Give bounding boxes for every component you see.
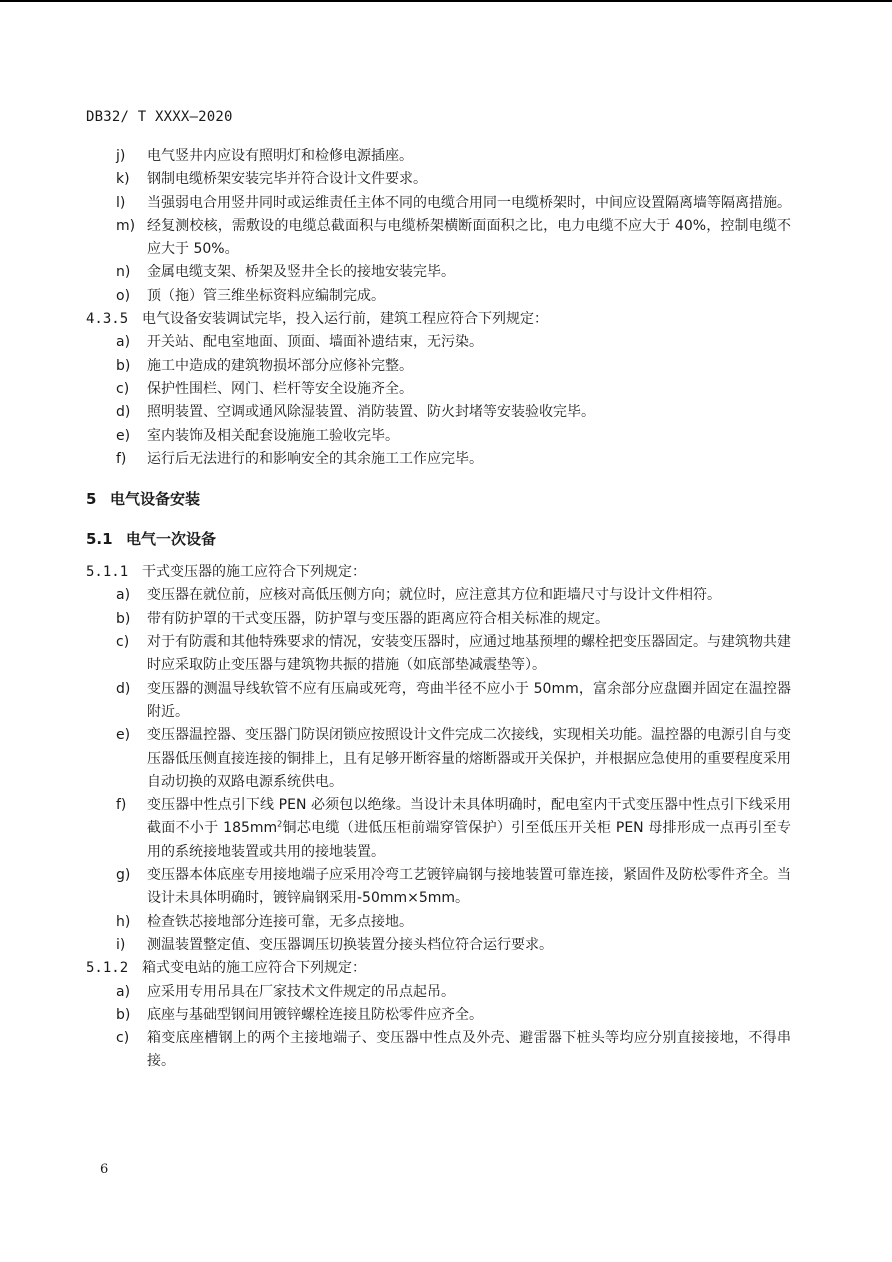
list-item: d) 变压器的测温导线软管不应有压扁或死弯，弯曲半径不应小于 50mm，富余部分应盘圈并固定在温控器附近。 [116,680,791,720]
list-item: n) 金属电缆支架、桥架及竖井全长的接地安装完毕。 [116,264,455,281]
top-rule [0,0,892,2]
section-heading-5: 5 电气设备安装 [86,490,201,509]
clause-4-3-5: 4.3.5 电气设备安装调试完毕，投入运行前，建筑工程应符合下列规定： [86,311,548,328]
list-item: e) 室内装饰及相关配套设施施工验收完毕。 [116,427,399,444]
list-item: i) 测温装置整定值、变压器调压切换装置分接头档位符合运行要求。 [116,936,553,953]
list-item: c) 箱变底座槽钢上的两个主接地端子、变压器中性点及外壳、避雷器下桩头等均应分别直接接地，不得串接。 [116,1030,791,1070]
list-item: e) 变压器温控器、变压器门防误闭锁应按照设计文件完成二次接线，实现相关功能。温控器的电源引自与变压器低压侧直接连接的铜排上，且有足够开断容量的熔断器或开关保护，并根据应急使用的重要程度采用自动切换的双路电源系统供电。 [116,727,791,790]
list-item: m) 经复测校核，需敷设的电缆总截面积与电缆桥架横断面面积之比，电力电缆不应大于 40%，控制电缆不应大于 50%。 [116,217,791,258]
page-body [86,145,791,1074]
list-item: h) 检查铁芯接地部分连接可靠，无多点接地。 [116,913,413,930]
list-item: l) 当强弱电合用竖井同时或运维责任主体不同的电缆合用同一电缆桥架时，中间应设置隔离墙等隔离措施。 [116,194,791,211]
list-item: b) 带有防护罩的干式变压器，防护罩与变压器的距离应符合相关标准的规定。 [116,610,609,627]
page-number: 6 [100,1162,109,1177]
clause-5-1-2: 5.1.2 箱式变电站的施工应符合下列规定： [86,960,366,977]
list-item: a) 开关站、配电室地面、顶面、墙面补遗结束，无污染。 [116,334,483,351]
list-item: g) 变压器本体底座专用接地端子应采用冷弯工艺镀锌扁钢与接地装置可靠连接，紧固件及防松零件齐全。当设计未具体明确时，镀锌扁钢采用-50mm×5mm。 [116,867,791,907]
list-item: o) 顶（拖）管三维坐标资料应编制完成。 [116,287,385,304]
list-item: b) 底座与基础型钢间用镀锌螺栓连接且防松零件应齐全。 [116,1006,483,1023]
list-item: a) 变压器在就位前，应核对高低压侧方向；就位时，应注意其方位和距墙尺寸与设计文件相符。 [116,587,721,604]
list-item: j) 电气竖井内应设有照明灯和检修电源插座。 [116,148,413,164]
list-item: c) 对于有防震和其他特殊要求的情况，安装变压器时，应通过地基预埋的螺栓把变压器固定。与建筑物共建时应采取防止变压器与建筑物共振的措施（如底部垫减震垫等）。 [116,634,791,674]
document-code-header: DB32/ T XXXX—2020 [86,109,233,125]
list-item: d) 照明装置、空调或通风除湿装置、消防装置、防火封堵等安装验收完毕。 [116,404,595,421]
list-item-text: 变压器中性点引下线 PEN 必须包以绝缘。当设计未具体明确时，配电室内干式变压器中性点引下线采用截面不小于 $185mm^2$铜芯电缆（进低压柜前端穿管保护）引至低压开关柜 PEN 母排形成一点再引至专用的系统接地装置或共用的接地装置。 [147,797,791,860]
list-item: f) 运行后无法进行的和影响安全的其余施工工作应完毕。 [116,450,483,467]
clause-5-1-1: 5.1.1 干式变压器的施工应符合下列规定： [86,564,366,581]
list-item: k) 钢制电缆桥架安装完毕并符合设计文件要求。 [116,171,427,188]
section-heading-5-1: 5.1 电气一次设备 [86,530,217,549]
list-item: b) 施工中造成的建筑物损坏部分应修补完整。 [116,357,413,374]
list-item: f) 变压器中性点引下线 PEN 必须包以绝缘。当设计未具体明确时，配电室内干式变压器中性点引下线采用截面不小于 $185mm^2$铜芯电缆（进低压柜前端穿管保护）引至低压开关柜 PEN 母排形成一点再引至专用的系统接地装置或共用的接地装置。 [86,794,791,864]
list-item: a) 应采用专用吊具在厂家技术文件规定的吊点起吊。 [116,983,455,1000]
list-item: c) 保护性围栏、网门、栏杆等安全设施齐全。 [116,380,413,397]
